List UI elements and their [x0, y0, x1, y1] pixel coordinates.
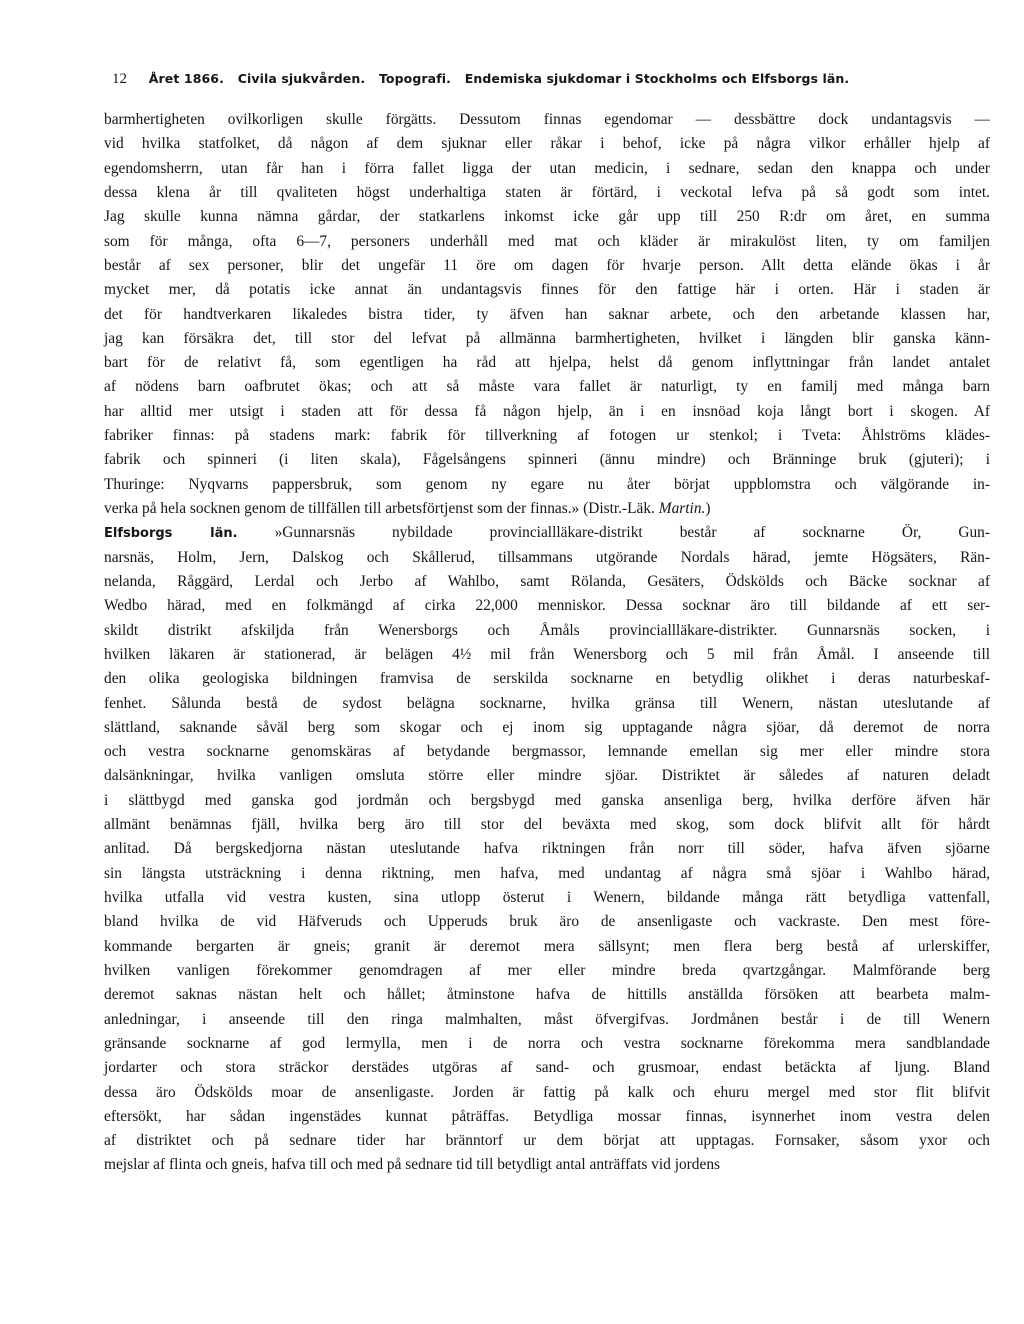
text-line: det för handtverkaren likaledes bistra tider, ty äfven han saknar arbete, och den arbetande klassen har,: [104, 305, 990, 323]
text-line: hvilken läkaren är stationerad, är belägen 4½ mil från Wenersborg och 5 mil från Åmål. I anseende till: [104, 645, 990, 663]
running-head-section: Civila sjukvården.: [237, 71, 366, 86]
text-line: hvilken vanligen förekommer genomdragen af mer eller mindre breda qvartzgångar. Malmförande berg: [104, 961, 990, 979]
text-line: vid hvilka statfolket, då någon af dem sjuknar eller råkar i behof, icke på några vilkor erhåller hjelp af: [104, 135, 990, 153]
body-text: [104, 108, 990, 1178]
text-line: barmhertigheten ovilkorligen skulle förgätts. Dessutom finnas egendomar — dessbättre dock undantagsvis —: [104, 111, 990, 128]
text-line: i slättbygd med ganska god jordmån och bergsbygd med ganska ansenliga berg, hvilka derföre äfven här: [104, 791, 990, 809]
text-line: har alltid mer utsigt i staden att för dessa få någon hjelp, än i en insnöad koja långt bort i skogen. Af: [104, 402, 990, 420]
text-line: skildt distrikt afskiljda från Wenersborgs och Åmåls provinciallläkare-distrikter. Gunnarsnäs socken, i: [104, 621, 990, 639]
text-line: allmänt benämnas fjäll, hvilka berg äro till stor del beväxta med skog, som dock blifvit allt för hårdt: [104, 816, 990, 834]
running-head-topic: Topografi.: [378, 71, 451, 86]
text-line: bland hvilka de vid Häfveruds och Upperuds bruk äro de ansenligaste och vackraste. Den mest före-: [104, 913, 990, 931]
text-line: Thuringe: Nyqvarns pappersbruk, som genom ny egare nu åter börjat uppblomstra och välgörande in-: [104, 475, 990, 493]
text-line: består af sex personer, blir det ungefär 11 öre om dagen för hvarje person. Allt detta elände ökas i år: [104, 256, 990, 274]
text-line: egendomsherrn, utan får han i förra fallet ligga der utan medicin, i sednare, sedan den knappa och under: [104, 159, 990, 177]
text-line: som för många, ofta 6—7, personers underhåll med mat och kläder är mirakulöst liten, ty om familjen: [104, 232, 990, 250]
page-number: 12: [112, 71, 127, 87]
text-line: hvilka utfalla vid vestra kusten, sina utlopp österut i Wenern, bildande många rätt betydliga vattenfall,: [104, 889, 990, 906]
text-line: Elfsborgs län. »Gunnarsnäs nybildade provinciallläkare-distrikt består af socknarne Ör, Gun-: [104, 524, 990, 542]
text-line: fabriker finnas: på stadens mark: fabrik för tillverkning af fotogen ur stenkol; i Tveta: Åhlströms klädes-: [104, 427, 990, 445]
page-header: [112, 70, 992, 88]
text-line: fabrik och spinneri (i liten skala), Fågelsångens spinneri (ännu mindre) och Bränninge bruk (gjuteri); i: [104, 451, 990, 469]
text-line: Wedbo härad, med en folkmängd af cirka 22,000 menniskor. Dessa socknar äro till bildande af ett ser-: [104, 597, 990, 615]
text-line: sin längsta utsträckning i denna riktning, men hafva, med undantag af några små sjöar i Wahlbo härad,: [104, 864, 990, 882]
text-line: nelanda, Råggärd, Lerdal och Jerbo af Wahlbo, samt Rölanda, Gesäters, Ödskölds och Bäcke socknar af: [104, 572, 990, 590]
running-head-subject: Endemiska sjukdomar i Stockholms och Elfsborgs län.: [464, 71, 850, 86]
text-line: jag kan försäkra det, till stor del lefvat på allmänna barmhertigheten, hvilket i längden blir ganska känn-: [104, 329, 990, 347]
text-line: af distriktet och på sednare tider har bränntorf ur dem börjat att upptagas. Fornsaker, såsom yxor och: [104, 1132, 990, 1150]
text-line: fenhet. Sålunda bestå de sydost belägna socknarne, hvilka gränsa till Wenern, nästan uteslutande af: [104, 694, 990, 712]
running-head-year: Året 1866.: [148, 71, 224, 86]
text-line: jordarter och stora sträckor derstädes utgöras af sand- och grusmoar, endast betäckta af ljung. Bland: [104, 1059, 990, 1077]
text-line: anlitad. Då bergskedjorna nästan uteslutande hafva riktningen från norr till söder, hafva äfven sjöarne: [104, 840, 990, 858]
text-line: Jag skulle kunna nämna gårdar, der statkarlens inkomst icke går upp till 250 R:dr om året, en summa: [104, 208, 990, 226]
author-name: Martin.: [658, 500, 706, 517]
text-line: verka på hela socknen genom de tillfällen till arbetsförtjenst som der finnas.» (Distr.-Läk. Martin.): [104, 500, 711, 517]
text-line: dessa äro Ödskölds moar de ansenligaste. Jorden är fattig på kalk och ehuru mergel med stor flit blifvit: [104, 1083, 990, 1101]
text-line: eftersökt, har sådan ingenstädes kunnat påträffas. Betydliga mossar finnas, isynnerhet inom vestra delen: [104, 1107, 990, 1125]
text-line: kommande bergarten är gneis; granit är deremot mera sällsynt; men flera berg bestå af urlerskiffer,: [104, 937, 990, 955]
text-line: narsnäs, Holm, Jern, Dalskog och Skållerud, tillsammans utgörande Nordals härad, jemte Högsäters, Rän-: [104, 548, 990, 566]
text-line: slättland, saknande såväl berg som skogar och ej inom sig upptagande några sjöar, då deremot de norra: [104, 718, 990, 736]
text-line: den olika geologiska bildningen framvisa de serskilda socknarne en betydlig olikhet i deras naturbeskaf-: [104, 670, 990, 688]
text-line: deremot saknas nästan helt och hållet; åtminstone hafva de hittills anställda försöken att bearbeta malm-: [104, 986, 990, 1004]
text-line: anledningar, i anseende till den ringa malmhalten, måst öfvergifvas. Jordmånen består i de till Wenern: [104, 1010, 990, 1028]
text-line: gränsande socknarne af god lermylla, men i de norra och vestra socknarne förekomma mera sandblandade: [104, 1034, 990, 1052]
text-line: och vestra socknarne genomskäras af betydande bergmassor, lemnande emellan sig mer eller mindre stora: [104, 743, 990, 761]
text-line: mycket mer, då potatis icke annat än undantagsvis finnes för den fattige här i orten. Här i staden är: [104, 281, 990, 299]
text-line: mejslar af flinta och gneis, hafva till och med på sednare tid till betydligt antal anträffats vid jordens: [104, 1156, 721, 1174]
section-heading: Elfsborgs län.: [104, 526, 238, 542]
text-line: af nödens barn oafbrutet ökas; och att så måste vara fallet är naturligt, ty en familj med många barn: [104, 378, 990, 396]
text-line: dessa klena år till qvaliteten högst underhaltiga staten är förtärd, i veckotal lefva på så godt som intet.: [104, 183, 990, 201]
text-line: bart för de relativt få, som egentligen ha råd att hjelpa, helst då genom inflyttningar från landet antalet: [104, 354, 990, 372]
text-line: dalsänkningar, hvilka vanligen omsluta större eller mindre sjöar. Distriktet är således af naturen deladt: [104, 767, 990, 785]
